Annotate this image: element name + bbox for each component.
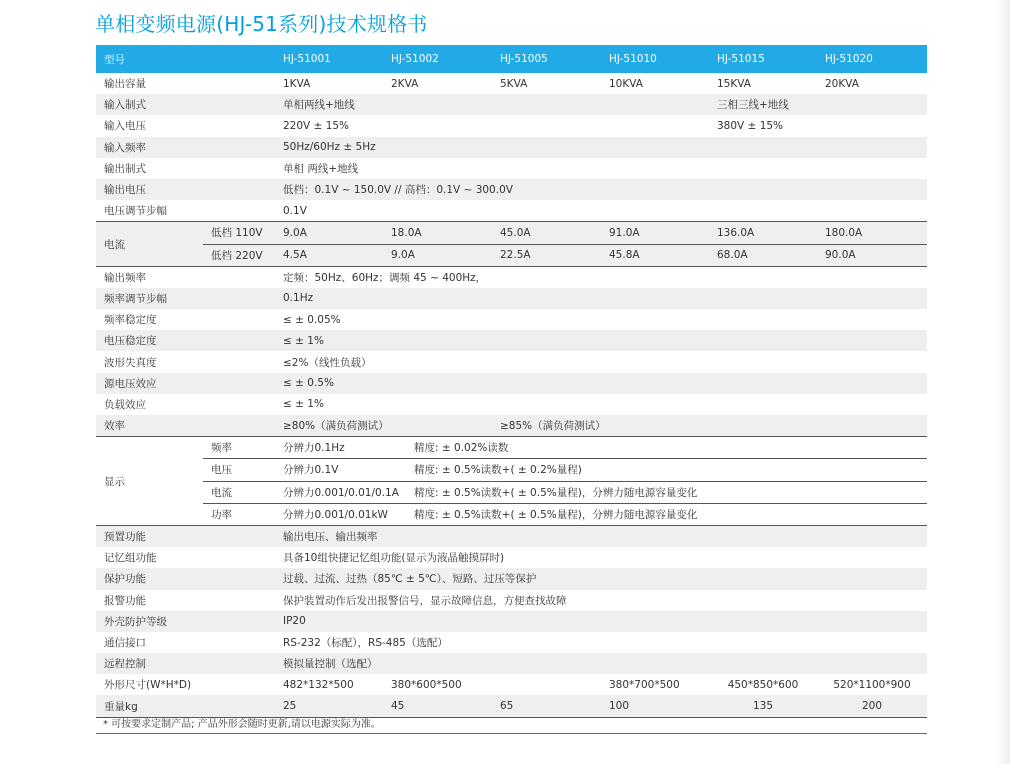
header-model: HJ-51001 [275,45,383,73]
cell-value: 0.1V [275,200,927,222]
cell-value: 分辨力0.001/0.01kW [275,503,383,525]
table-row [96,590,927,611]
header-model-label: 型号 [96,45,275,73]
cell-value: 100 [601,695,709,717]
cell-value: 91.0A [601,222,709,244]
cell-value: 单相 两线+地线 [275,158,927,179]
cell-value: 4.5A [275,244,383,266]
cell-value: 1KVA [275,73,383,94]
cell-value: 45.0A [492,222,601,244]
cell-value: 10KVA [601,73,709,94]
cell-value: 65 [492,695,601,717]
row-label: 频率调节步幅 [96,288,275,309]
row-label: 预置功能 [96,525,275,547]
cell-value: 0.1Hz [275,288,927,309]
table-row [96,200,927,222]
cell-value: 200 [817,695,927,717]
cell-value: 具备10组快捷记忆组功能(显示为液晶触摸屏时) [275,547,927,568]
row-label: 电流 [96,222,203,266]
table-row [96,503,927,525]
cell-value: RS-232（标配），RS-485（选配） [275,632,927,653]
table-row [96,351,927,372]
row-label: 报警功能 [96,590,275,611]
sub-label: 功率 [203,503,275,525]
table-row [96,437,927,459]
cell-value: 模拟量控制（选配） [275,653,927,674]
cell-value: ≤ ± 0.5% [275,373,927,394]
page-title: 单相变频电源(HJ-51系列)技术规格书 [95,12,428,36]
table-row [96,330,927,351]
page-edge-shadow [996,0,1010,764]
header-row [96,45,927,73]
cell-value: 过载、过流、过热（85℃ ± 5℃）、短路、过压等保护 [275,568,927,589]
row-label: 通信接口 [96,632,275,653]
row-label: 波形失真度 [96,351,275,372]
cell-value: 精度: ± 0.5%读数+( ± 0.5%量程)，分辨力随电源容量变化 [383,503,927,525]
cell-value: 2KVA [383,73,492,94]
table-row [96,695,927,717]
table-row [96,222,927,244]
row-label: 输入频率 [96,137,275,158]
table-row [96,459,927,481]
table-row [96,244,927,266]
row-label: 效率 [96,415,275,437]
table-row [96,115,927,136]
footnote: * 可按要求定制产品; 产品外形会随时更新,请以电源实际为准。 [103,719,381,730]
row-label: 输出制式 [96,158,275,179]
header-model: HJ-51010 [601,45,709,73]
table-row [96,653,927,674]
cell-value: 单相两线+地线 [275,94,709,115]
cell-value: 45 [383,695,492,717]
cell-value: 520*1100*900 [817,674,927,695]
table-row [96,309,927,330]
cell-value: 450*850*600 [709,674,817,695]
cell-value: 精度: ± 0.5%读数+( ± 0.5%量程)，分辨力随电源容量变化 [383,481,927,503]
row-label: 电压调节步幅 [96,200,275,222]
table-row [96,158,927,179]
table-row [96,94,927,115]
table-row [96,525,927,547]
sub-label: 低档 220V [203,244,275,266]
cell-value: 定频：50Hz、60Hz；调频 45 ~ 400Hz， [275,266,927,288]
cell-value: 380*700*500 [601,674,709,695]
cell-value: 15KVA [709,73,817,94]
cell-value: 482*132*500 [275,674,383,695]
cell-value: 保护装置动作后发出报警信号，显示故障信息，方便查找故障 [275,590,927,611]
cell-value: 136.0A [709,222,817,244]
sub-label: 电流 [203,481,275,503]
header-model: HJ-51015 [709,45,817,73]
table-row [96,547,927,568]
cell-value: 精度: ± 0.02%读数 [383,437,927,459]
cell-value [492,674,601,695]
row-label: 外壳防护等级 [96,611,275,632]
cell-value: 180.0A [817,222,927,244]
row-label: 电压稳定度 [96,330,275,351]
cell-value: 分辨力0.001/0.01/0.1A [275,481,383,503]
table-row [96,288,927,309]
row-label: 远程控制 [96,653,275,674]
table-row [96,415,927,437]
cell-value: 20KVA [817,73,927,94]
cell-value: 9.0A [383,244,492,266]
row-label: 输出容量 [96,73,275,94]
row-label: 输入制式 [96,94,275,115]
cell-value: 380V ± 15% [709,115,927,136]
cell-value: 三相三线+地线 [709,94,927,115]
cell-value: 9.0A [275,222,383,244]
cell-value: 50Hz/60Hz ± 5Hz [275,137,927,158]
sub-label: 低档 110V [203,222,275,244]
cell-value: 18.0A [383,222,492,244]
row-label: 源电压效应 [96,373,275,394]
cell-value: 45.8A [601,244,709,266]
cell-value: 5KVA [492,73,601,94]
cell-value: 25 [275,695,383,717]
cell-value: 22.5A [492,244,601,266]
row-label: 记忆组功能 [96,547,275,568]
cell-value: ≤2%（线性负载） [275,351,927,372]
cell-value: 输出电压、输出频率 [275,525,927,547]
row-label: 频率稳定度 [96,309,275,330]
footer-divider [96,733,927,734]
table-row [96,179,927,200]
table-row [96,373,927,394]
table-row [96,137,927,158]
cell-value: ≤ ± 1% [275,394,927,415]
table-row [96,73,927,94]
cell-value: 低档：0.1V ~ 150.0V // 高档：0.1V ~ 300.0V [275,179,927,200]
row-label: 输出电压 [96,179,275,200]
cell-value: 68.0A [709,244,817,266]
row-label: 重量kg [96,695,275,717]
cell-value: ≤ ± 1% [275,330,927,351]
row-label: 输入电压 [96,115,275,136]
header-model: HJ-51005 [492,45,601,73]
cell-value: 220V ± 15% [275,115,709,136]
row-label: 保护功能 [96,568,275,589]
sub-label: 电压 [203,459,275,481]
sub-label: 频率 [203,437,275,459]
cell-value: ≥85%（满负荷测试） [492,415,927,437]
header-model: HJ-51020 [817,45,927,73]
row-label: 显示 [96,437,203,526]
table-row [96,481,927,503]
cell-value: 分辨力0.1Hz [275,437,383,459]
table-row [96,674,927,695]
cell-value: 90.0A [817,244,927,266]
cell-value: 135 [709,695,817,717]
cell-value: 380*600*500 [383,674,492,695]
cell-value: ≤ ± 0.05% [275,309,927,330]
table-row [96,611,927,632]
table-row [96,266,927,288]
header-model: HJ-51002 [383,45,492,73]
row-label: 负载效应 [96,394,275,415]
table-row [96,568,927,589]
table-row [96,632,927,653]
cell-value: IP20 [275,611,927,632]
cell-value: 精度: ± 0.5%读数+( ± 0.2%量程) [383,459,927,481]
table-row [96,394,927,415]
cell-value: ≥80%（满负荷测试） [275,415,492,437]
row-label: 输出频率 [96,266,275,288]
cell-value: 分辨力0.1V [275,459,383,481]
row-label: 外形尺寸(W*H*D) [96,674,275,695]
spec-table [96,45,927,718]
